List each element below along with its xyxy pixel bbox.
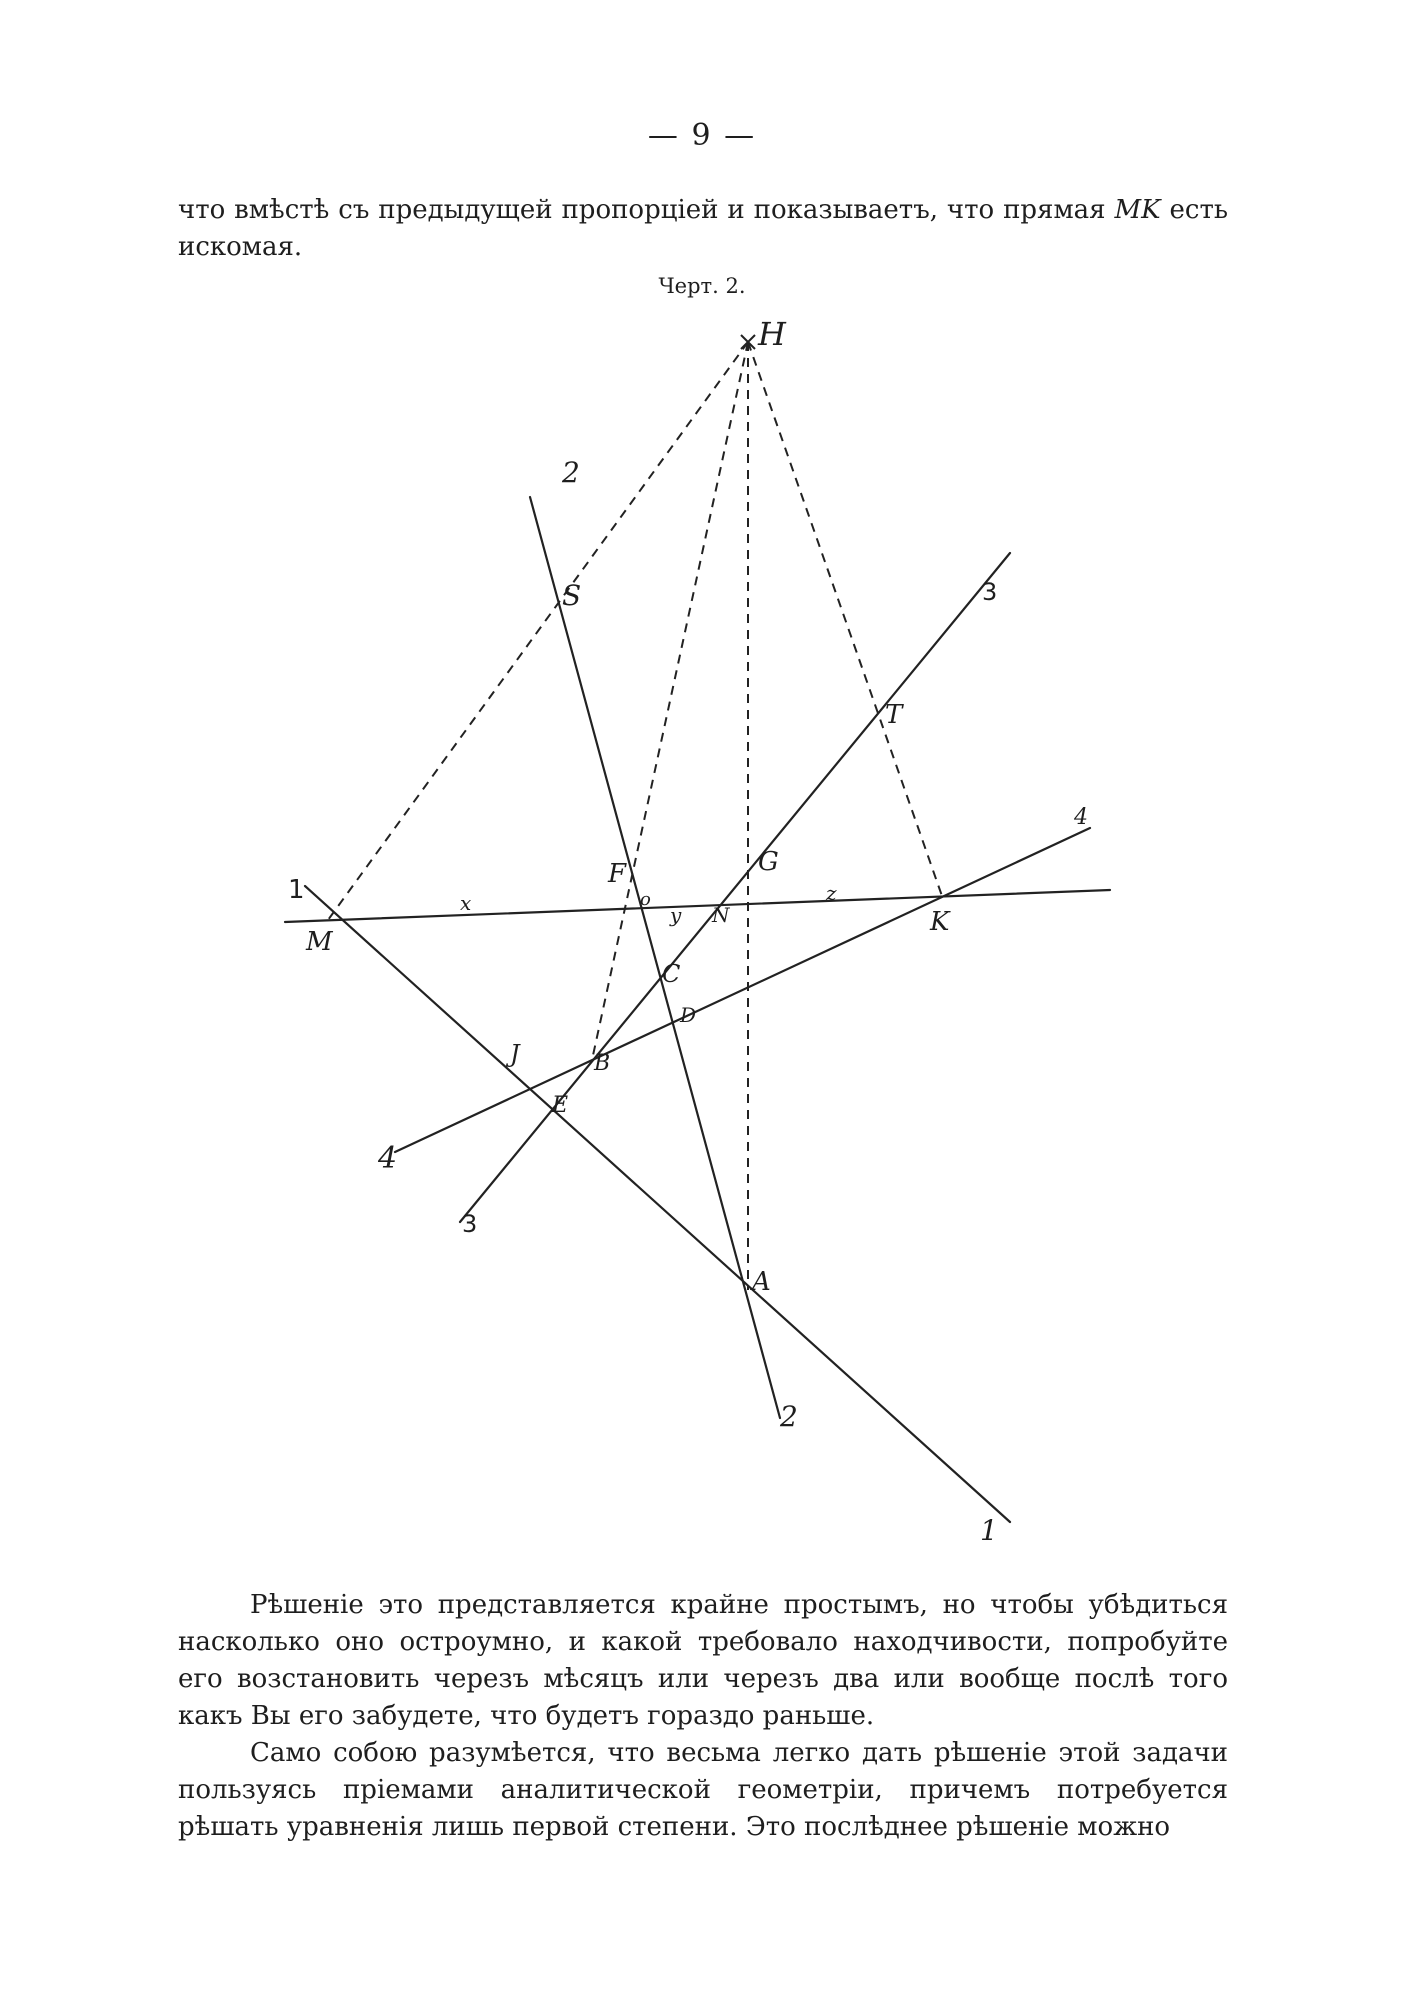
paragraph-1-text-end: есть искомая. xyxy=(178,195,1228,262)
label-G: G xyxy=(758,847,779,877)
label-line4-top: 4 xyxy=(1074,805,1088,830)
paragraph-1-text: что вмѣстѣ съ предыдущей пропорціей и показываетъ, что прямая xyxy=(178,195,1115,225)
label-line1-top: 1 xyxy=(288,875,305,905)
label-H: H xyxy=(758,315,786,353)
label-line3-bottom: 3 xyxy=(462,1210,478,1238)
label-J: J xyxy=(510,1040,520,1068)
geometry-figure xyxy=(0,300,1404,1560)
label-F: F xyxy=(608,859,627,889)
label-line1-bottom: 1 xyxy=(980,1514,998,1547)
page-number: — 9 — xyxy=(647,118,757,153)
label-K: K xyxy=(930,907,950,937)
label-C: C xyxy=(662,960,681,988)
label-line3-top: 3 xyxy=(982,578,998,606)
label-N: N xyxy=(712,903,730,927)
line-4 xyxy=(395,828,1090,1152)
label-line4-bottom: 4 xyxy=(378,1141,398,1176)
label-D: D xyxy=(680,1003,697,1027)
label-S: S xyxy=(562,579,582,612)
paragraph-1-emphasis: MK xyxy=(1114,195,1161,225)
label-B: B xyxy=(594,1051,611,1076)
paragraph-3: Само собою разумѣется, что весьма легко дать рѣшеніе этой задачи пользуясь пріемами аналитической геометріи, причемъ потребуется рѣшать уравненія лишь первой степени. Это послѣднее рѣшеніе можно xyxy=(178,1738,1228,1842)
label-M: M xyxy=(306,927,333,957)
paragraph-2: Рѣшеніе это представляется крайне простымъ, но чтобы убѣдиться насколько оно остроумно, и какой требовало находчивости, попробуйте его возстановить черезъ мѣсяцъ или черезъ два или вообще послѣ того какъ Вы его забудете, что будетъ гораздо раньше. xyxy=(178,1590,1228,1731)
label-z: z xyxy=(826,881,837,905)
label-line2-bottom: 2 xyxy=(780,1400,798,1433)
label-T: T xyxy=(885,700,903,730)
dashed-H-K xyxy=(748,342,942,896)
label-y: y xyxy=(670,903,682,927)
line-3 xyxy=(460,553,1010,1222)
label-o: o xyxy=(640,889,651,910)
line-x-axis xyxy=(285,890,1110,922)
label-x: x xyxy=(460,891,472,915)
label-line2-top: 2 xyxy=(562,456,580,489)
line-2 xyxy=(530,497,780,1418)
paragraph-1 xyxy=(178,192,1228,266)
label-E: E xyxy=(552,1093,569,1118)
label-A: A xyxy=(752,1267,771,1297)
figure-caption: Черт. 2. xyxy=(658,274,746,298)
